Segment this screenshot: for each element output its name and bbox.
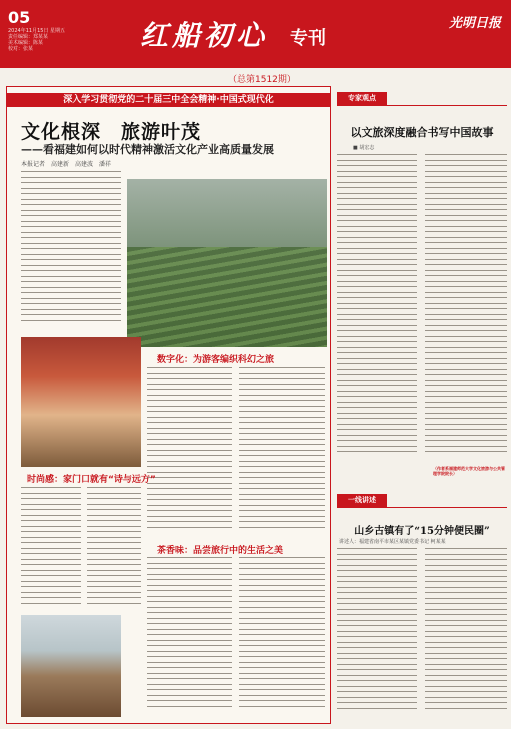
edition-info (8, 28, 65, 52)
author-note: （作者系福建师范大学文化旅游与公共管理学院院长） (433, 466, 505, 476)
expert-text-col-2 (425, 154, 507, 462)
text-column-6 (147, 557, 232, 717)
frontline-text-col-1 (337, 548, 417, 718)
expert-text-col-1 (337, 154, 417, 464)
page-number: 05 (8, 8, 31, 27)
frontline-article-title: 山乡古镇有了“15分钟便民圈” (354, 526, 490, 537)
issue-number: （总第1512期） (228, 75, 296, 85)
proofreader-line: 校对：张某 (8, 46, 34, 52)
tea-terrace-photo (127, 179, 327, 347)
newspaper-logo: 光明日报 (448, 16, 501, 31)
divider (337, 507, 507, 508)
feature-byline: 本报记者 高建新 高建波 潘祥 (21, 161, 112, 168)
intro-text-column (21, 171, 121, 331)
frontline-text-col-2 (425, 548, 507, 718)
text-column-5 (87, 487, 141, 607)
text-column-2 (147, 367, 232, 537)
divider (337, 105, 507, 106)
date-line: 2024年11月15日 星期五 (8, 28, 66, 34)
masthead (0, 0, 511, 68)
expert-author: ■ 胡宏志 (353, 145, 375, 151)
editor-line: 责任编辑：郑某某 (8, 34, 49, 40)
feature-headline: 文化根深 旅游叶茂 (21, 121, 202, 143)
expert-article-title: 以文旅深度融合书写中国故事 (350, 126, 494, 139)
city-skyline-photo (21, 615, 121, 717)
feature-banner: 深入学习贯彻党的二十届三中全会精神·中国式现代化 (7, 93, 330, 107)
text-column-3 (239, 367, 325, 537)
frontline-narrator: 讲述人：福建省南平市某区某镇党委书记 柯某某 (339, 539, 446, 545)
side-columns (337, 86, 507, 724)
column-title: 红船初心 (140, 19, 269, 52)
section-heading-tea: 茶香味：品尝旅行中的生活之美 (157, 546, 284, 556)
section-heading-fashion: 时尚感：家门口就有“诗与远方” (27, 475, 156, 485)
main-feature (6, 86, 331, 724)
frontline-tag: 一线讲述 (337, 494, 387, 507)
text-column-7 (239, 557, 325, 717)
feature-subtitle: ——看福建如何以时代精神激活文化产业高质量发展 (21, 143, 274, 156)
expert-view-tag: 专家观点 (337, 92, 387, 105)
special-column-label: 专刊 (290, 28, 326, 49)
art-editor-line: 美术编辑：陈某 (8, 40, 44, 46)
street-scene-photo (21, 337, 141, 467)
text-column-4 (21, 487, 81, 607)
section-heading-digital: 数字化：为游客编织科幻之旅 (157, 355, 275, 365)
